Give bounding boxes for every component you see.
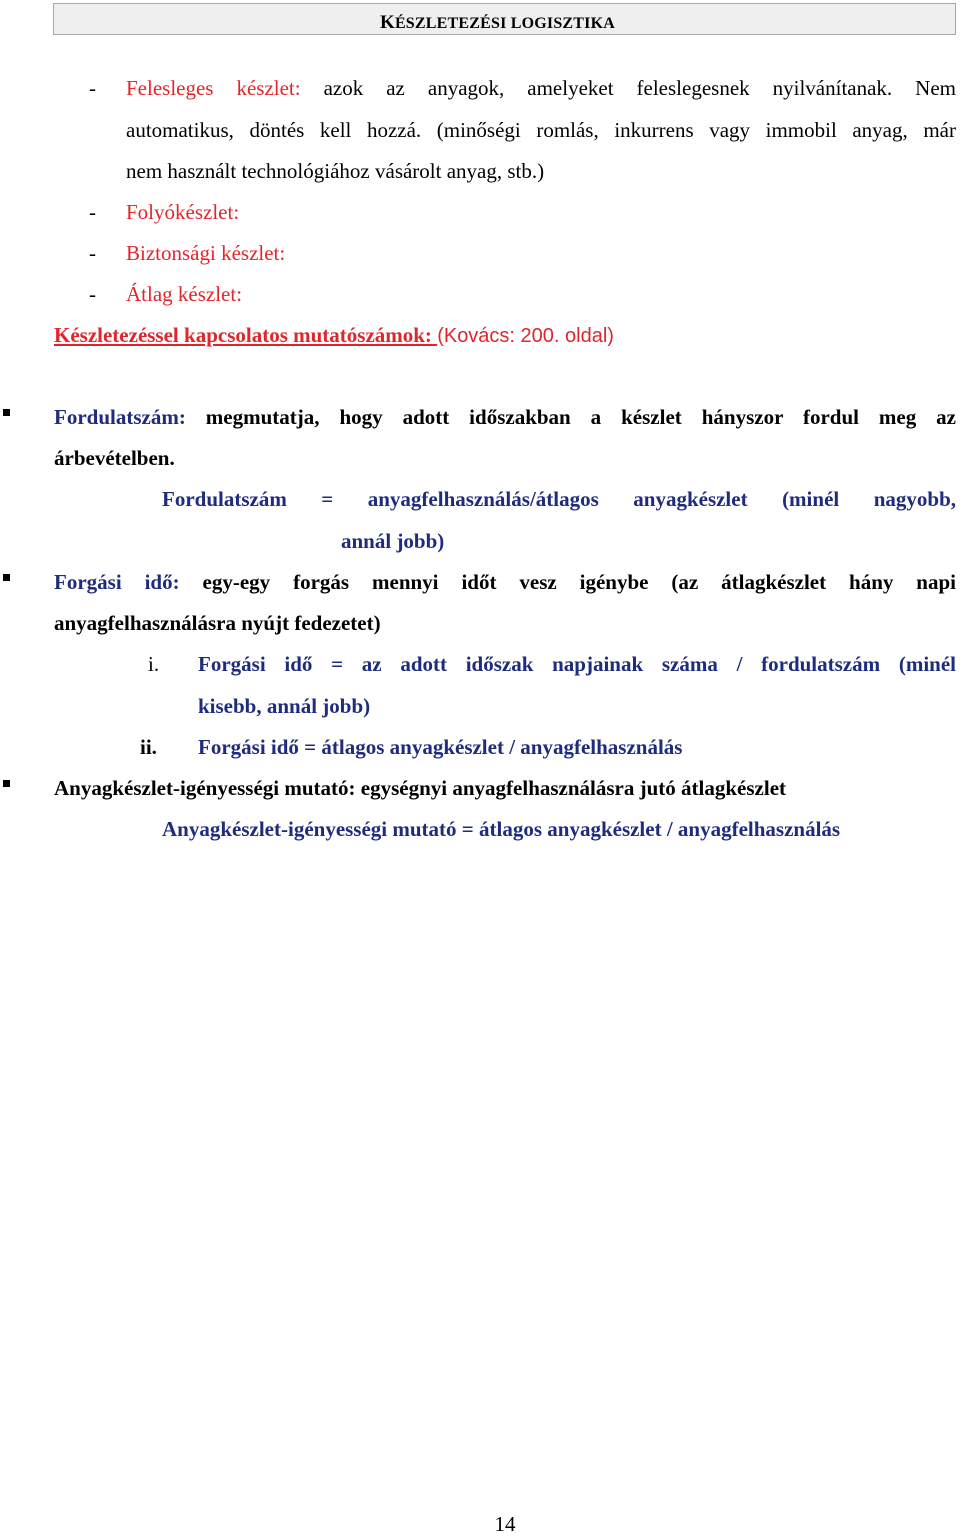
header-title-rest: ÉSZLETEZÉSI LOGISZTIKA [394,15,615,32]
header-title [54,12,955,34]
turnover-time-term: Forgási idő: [54,570,180,594]
dash-marker: - [89,241,96,265]
turnover-formula-1: Fordulatszám = anyagfelhasználás/átlagos anyagkészlet (minél nagyobb, [162,487,956,511]
turnover-time-desc-1: egy-egy forgás mennyi időt vesz igénybe (az átlagkészlet hány napi [202,570,956,594]
turnover-desc-2: árbevételben. [54,446,175,470]
safety-stock-term: Biztonsági készlet: [126,241,286,265]
sub-item-marker: i. [148,652,160,676]
surplus-stock-desc-1: azok az anyagok, amelyeket feleslegesnek nyilvánítanak. Nem [323,76,956,100]
surplus-stock-line-1 [126,76,956,100]
turnover-time-line-1 [54,570,956,594]
stock-intensity-line-1: Anyagkészlet-igényességi mutató: egységnyi anyagfelhasználásra jutó átlagkészlet [54,776,787,800]
bullet-square-icon [3,409,10,416]
turnover-formula-2: annál jobb) [341,529,445,553]
indicators-heading-label: Készletezéssel kapcsolatos mutatószámok: [54,323,438,347]
turnover-desc-1: megmutatja, hogy adott időszakban a készlet hányszor fordul meg az [205,405,956,429]
indicators-reference: (Kovács: 200. oldal) [437,325,614,347]
dash-marker: - [89,76,96,100]
sub-item-marker: ii. [140,735,157,759]
surplus-stock-desc-3: nem használt technológiához vásárolt anyag, stb.) [126,159,545,183]
turnover-line-1 [54,405,956,429]
dash-marker: - [89,200,96,224]
sub-item-1-line-2: kisebb, annál jobb) [198,694,371,718]
bullet-square-icon [3,574,10,581]
indicators-heading [54,323,614,348]
average-stock-term: Átlag készlet: [126,282,243,306]
sub-item-1-line-1: Forgási idő = az adott időszak napjainak száma / fordulatszám (minél [198,652,956,676]
bullet-square-icon [3,780,10,787]
dash-marker: - [89,282,96,306]
turnover-time-desc-2: anyagfelhasználásra nyújt fedezetet) [54,611,381,635]
header-title-initial: K [379,12,395,33]
surplus-stock-desc-2: automatikus, döntés kell hozzá. (minőségi romlás, inkurrens vagy immobil anyag, már [126,118,956,142]
page-number: 14 [494,1512,516,1536]
turnover-term: Fordulatszám: [54,405,186,429]
header-bar [53,3,956,35]
flow-stock-term: Folyókészlet: [126,200,240,224]
sub-item-2-line-1: Forgási idő = átlagos anyagkészlet / anyagfelhasználás [198,735,683,759]
surplus-stock-term: Felesleges készlet: [126,76,301,100]
stock-intensity-formula: Anyagkészlet-igényességi mutató = átlagos anyagkészlet / anyagfelhasználás [162,817,841,841]
